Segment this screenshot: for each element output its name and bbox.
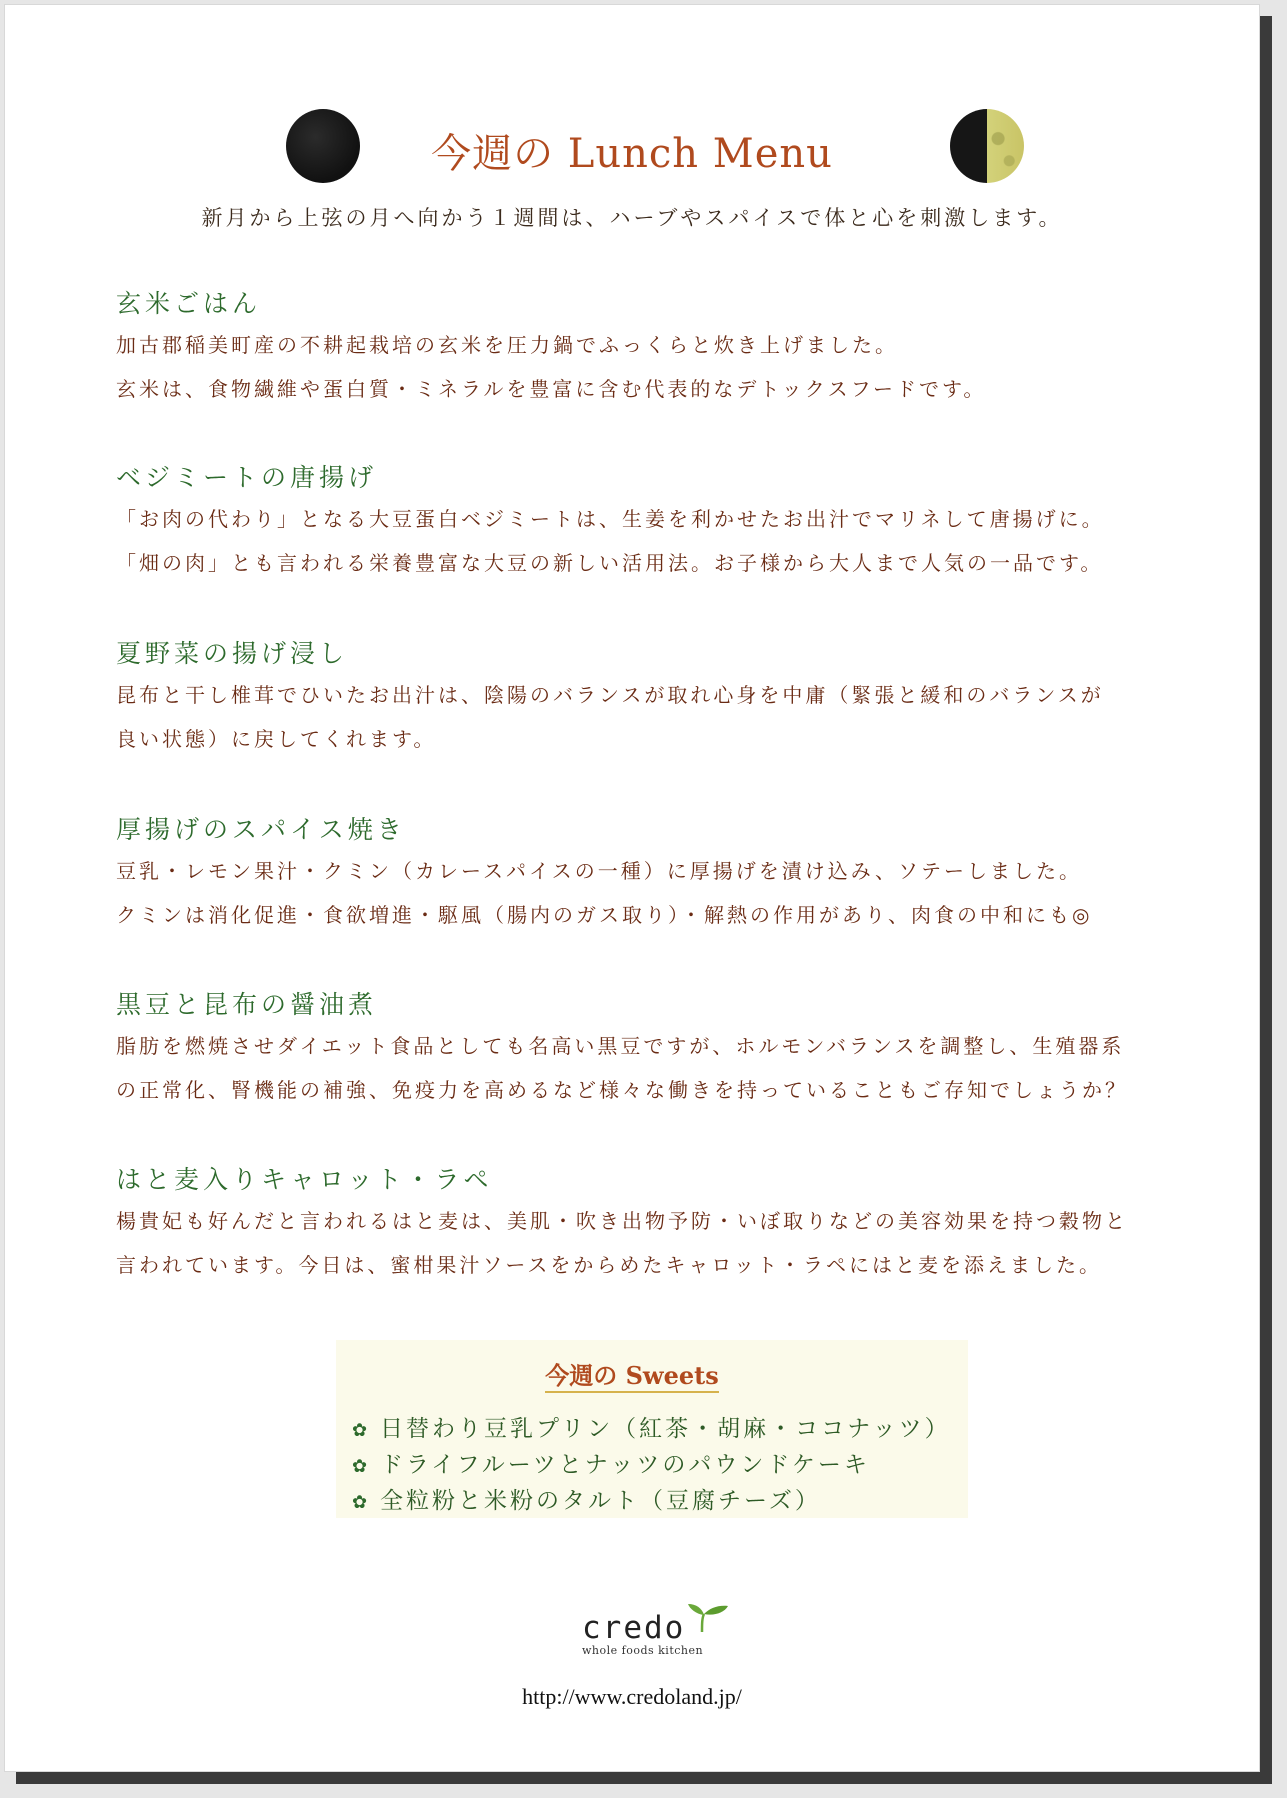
section-line: 楊貴妃も好んだと言われるはと麦は、美肌・吹き出物予防・いぼ取りなどの美容効果を持つ穀物と [116,1209,1128,1233]
credo-logo [582,1610,742,1657]
logo-word: credo [582,1610,686,1646]
menu-section-genmai [116,285,1176,411]
section-line: 「畑の肉」とも言われる栄養豊富な大豆の新しい活用法。お子様から大人まで人気の一品です。 [116,551,1104,575]
flower-icon: ✿ [352,1492,371,1513]
menu-section-atsuage [116,811,1176,937]
sweets-item-label: 日替わり豆乳プリン（紅茶・胡麻・ココナッツ） [380,1416,951,1442]
menu-section-carrot-rapee [116,1161,1176,1287]
website-url[interactable]: http://www.credoland.jp/ [522,1684,742,1709]
section-line: 脂肪を燃焼させダイエット食品としても名高い黒豆ですが、ホルモンバランスを調整し、生殖器系 [116,1034,1125,1058]
sweets-item-label: 全粒粉と米粉のタルト（豆腐チーズ） [380,1488,821,1514]
flower-icon: ✿ [352,1456,371,1477]
sweets-item [352,1411,951,1447]
section-line: 昆布と干し椎茸でひいたお出汁は、陰陽のバランスが取れ心身を中庸（緊張と緩和のバランスが [116,683,1104,707]
sweets-item [352,1447,951,1483]
section-line: クミンは消化促進・食欲増進・駆風（腸内のガス取り）・解熱の作用があり、肉食の中和にも◎ [116,903,1093,927]
sweets-item-label: ドライフルーツとナッツのパウンドケーキ [380,1452,870,1478]
menu-section-kuromame [116,986,1176,1112]
section-line: 言われています。今日は、蜜柑果汁ソースをからめたキャロット・ラペにはと麦を添えました。 [116,1253,1102,1277]
section-heading: 厚揚げのスパイス焼き [116,815,406,844]
section-heading: はと麦入りキャロット・ラペ [116,1165,493,1194]
page-title: 今週の Lunch Menu [431,131,833,177]
sweets-item [352,1483,951,1519]
sprout-icon [686,1602,730,1632]
flower-icon: ✿ [352,1420,371,1441]
section-line: の正常化、腎機能の補強、免疫力を高めるなど様々な働きを持っていることもご存知でしょうか？ [116,1078,1128,1102]
section-line: 豆乳・レモン果汁・クミン（カレースパイスの一種）に厚揚げを漬け込み、ソテーしました。 [116,859,1082,883]
section-line: 「お肉の代わり」となる大豆蛋白ベジミートは、生姜を利かせたお出汁でマリネして唐揚げに。 [116,507,1105,531]
menu-section-natsuyasai [116,635,1176,761]
section-line: 加古郡稲美町産の不耕起栽培の玄米を圧力鍋でふっくらと炊き上げました。 [116,333,898,357]
section-heading: 夏野菜の揚げ浸し [116,639,349,668]
section-heading: 黒豆と昆布の醤油煮 [116,990,378,1019]
sweets-title [4,1356,1260,1391]
page-subtitle: 新月から上弦の月へ向かう１週間は、ハーブやスパイスで体と心を刺激します。 [201,206,1063,230]
section-line: 良い状態）に戻してくれます。 [116,727,437,751]
logo-subtitle: whole foods kitchen [582,1644,704,1657]
section-heading: ベジミートの唐揚げ [116,463,378,492]
sweets-title-text: 今週の Sweets [545,1361,718,1393]
sweets-list [352,1411,951,1519]
menu-section-vegimeat [116,459,1176,585]
section-heading: 玄米ごはん [116,289,262,318]
section-line: 玄米は、食物繊維や蛋白質・ミネラルを豊富に含む代表的なデトックスフードです。 [116,377,987,401]
menu-sheet [4,4,1260,1772]
